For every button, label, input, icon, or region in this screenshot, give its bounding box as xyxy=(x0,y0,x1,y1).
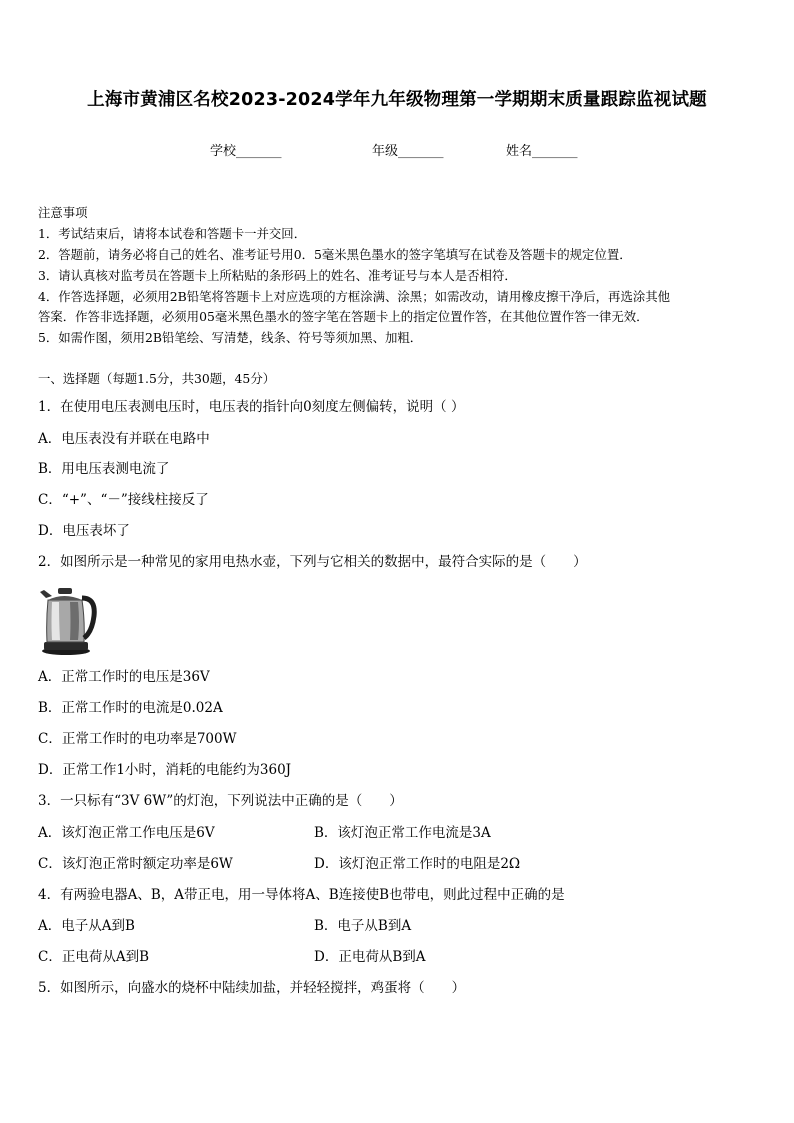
question-5-stem: 5．如图所示，向盛水的烧杯中陆续加盐，并轻轻搅拌，鸡蛋将（ ） xyxy=(38,980,466,996)
q1-option-c[interactable]: C．“+”、“－”接线柱接反了 xyxy=(38,492,209,508)
q4-option-c[interactable]: C．正电荷从A到B xyxy=(38,949,149,965)
question-3-stem: 3．一只标有“3V 6W”的灯泡，下列说法中正确的是（ ） xyxy=(38,793,403,809)
notice-item: 3．请认真核对监考员在答题卡上所粘贴的条形码上的姓名、准考证号与本人是否相符． xyxy=(38,268,517,283)
q3-option-b[interactable]: B．该灯泡正常工作电流是3A xyxy=(314,825,491,841)
electric-kettle-icon xyxy=(38,580,98,656)
school-field[interactable]: 学校_______ xyxy=(210,144,282,159)
q1-option-b[interactable]: B．用电压表测电流了 xyxy=(38,461,170,477)
notice-item: 答案．作答非选择题，必须用05毫米黑色墨水的签字笔在答题卡上的指定位置作答，在其他位置作答一律无效． xyxy=(38,309,649,324)
question-1-stem: 1．在使用电压表测电压时，电压表的指针向0刻度左侧偏转，说明（ ） xyxy=(38,399,465,415)
q2-option-d[interactable]: D．正常工作1小时，消耗的电能约为360J xyxy=(38,762,292,778)
q1-option-d[interactable]: D．电压表坏了 xyxy=(38,523,130,539)
q2-option-b[interactable]: B．正常工作时的电流是0.02A xyxy=(38,700,223,716)
q4-option-d[interactable]: D．正电荷从B到A xyxy=(314,949,426,965)
question-2-stem: 2．如图所示是一种常见的家用电热水壶，下列与它相关的数据中，最符合实际的是（ ） xyxy=(38,554,587,570)
q4-option-a[interactable]: A．电子从A到B xyxy=(38,918,135,934)
notice-heading: 注意事项 xyxy=(38,205,88,220)
q4-option-b[interactable]: B．电子从B到A xyxy=(314,918,412,934)
student-info-row xyxy=(0,140,794,160)
name-field[interactable]: 姓名_______ xyxy=(506,144,578,159)
q2-option-a[interactable]: A．正常工作时的电压是36V xyxy=(38,669,210,685)
question-4-stem: 4．有两验电器A、B，A带正电，用一导体将A、B连接使B也带电，则此过程中正确的是 xyxy=(38,887,565,903)
q3-option-a[interactable]: A．该灯泡正常工作电压是6V xyxy=(38,825,215,841)
q3-option-d[interactable]: D．该灯泡正常工作时的电阻是2Ω xyxy=(314,856,521,872)
q3-option-c[interactable]: C．该灯泡正常时额定功率是6W xyxy=(38,856,233,872)
q1-option-a[interactable]: A．电压表没有并联在电路中 xyxy=(38,431,210,447)
exam-title: 上海市黄浦区名校2023-2024学年九年级物理第一学期期末质量跟踪监视试题 xyxy=(87,90,707,110)
notice-item: 1．考试结束后，请将本试卷和答题卡一并交回． xyxy=(38,226,307,241)
q2-option-c[interactable]: C．正常工作时的电功率是700W xyxy=(38,731,237,747)
section-heading: 一、选择题（每题1.5分，共30题，45分） xyxy=(38,371,276,386)
grade-field[interactable]: 年级_______ xyxy=(372,144,444,159)
notice-item: 5．如需作图，须用2B铅笔绘、写清楚，线条、符号等须加黑、加粗． xyxy=(38,330,423,345)
notice-item: 2．答题前，请务必将自己的姓名、准考证号用0．5毫米黑色墨水的签字笔填写在试卷及答题卡的规定位置． xyxy=(38,247,632,262)
notice-item: 4．作答选择题，必须用2B铅笔将答题卡上对应选项的方框涂满、涂黑；如需改动，请用橡皮擦干净后，再选涂其他 xyxy=(38,289,671,304)
